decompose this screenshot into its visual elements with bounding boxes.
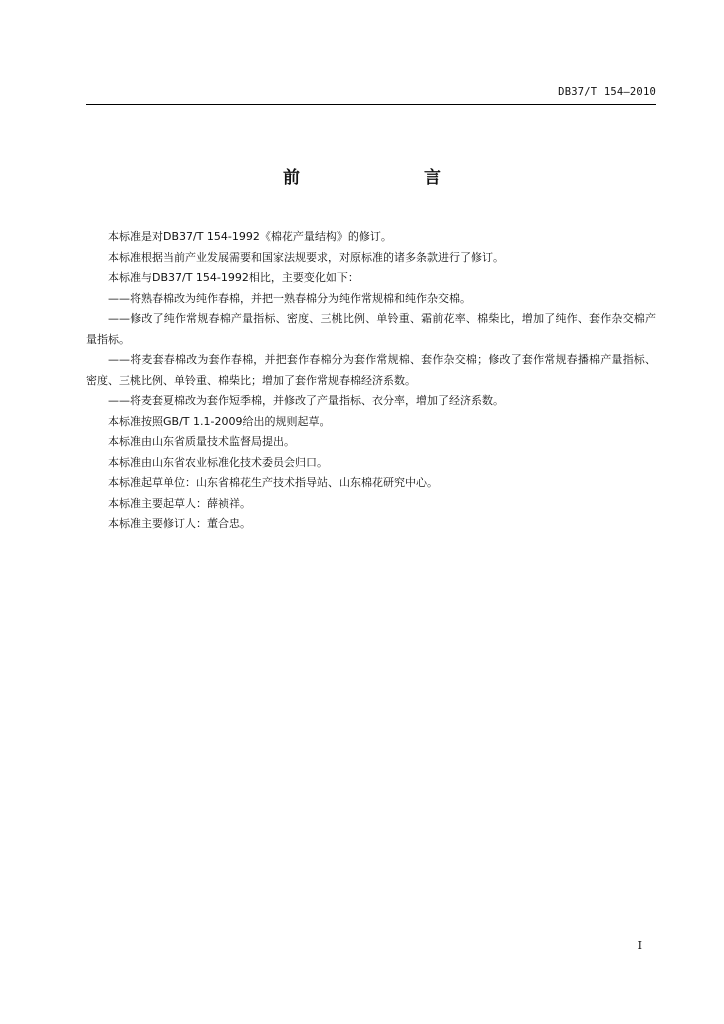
paragraph: 本标准根据当前产业发展需要和国家法规要求，对原标准的诸多条款进行了修订。 [108, 250, 504, 264]
page-title: 前 言 [283, 168, 471, 188]
header-rule [86, 104, 656, 105]
change-item: ——修改了纯作常规春棉产量指标、密度、三桃比例、单铃重、霜前花率、棉柴比，增加了纯作、套作杂交棉产量指标。 [86, 312, 656, 346]
paragraph: 本标准由山东省农业标准化技术委员会归口。 [108, 455, 328, 469]
paragraph: 本标准由山东省质量技术监督局提出。 [108, 435, 295, 448]
standard-code: DB37/T 154—2010 [558, 86, 656, 98]
paragraph: 本标准按照GB/T 1.1-2009给出的规则起草。 [108, 414, 331, 428]
change-item: ——将熟春棉改为纯作春棉，并把一熟春棉分为纯作常规棉和纯作杂交棉。 [108, 291, 471, 305]
change-item: ——将麦套夏棉改为套作短季棉，并修改了产量指标、衣分率，增加了经济系数。 [108, 394, 504, 407]
paragraph: 本标准与DB37/T 154-1992相比，主要变化如下： [108, 271, 359, 284]
paragraph: 本标准起草单位：山东省棉花生产技术指导站、山东棉花研究中心。 [108, 476, 438, 489]
change-item: ——将麦套春棉改为套作春棉，并把套作春棉分为套作常规棉、套作杂交棉；修改了套作常规春播棉产量指标、密度、三桃比例、单铃重、棉柴比；增加了套作常规春棉经济系数。 [86, 353, 656, 387]
paragraph: 本标准主要起草人：薛祯祥。 [108, 496, 251, 510]
foreword-body [86, 227, 656, 535]
paragraph: 本标准主要修订人：董合忠。 [108, 517, 251, 530]
page-number: I [637, 939, 642, 952]
paragraph: 本标准是对DB37/T 154-1992《棉花产量结构》的修订。 [108, 230, 392, 243]
